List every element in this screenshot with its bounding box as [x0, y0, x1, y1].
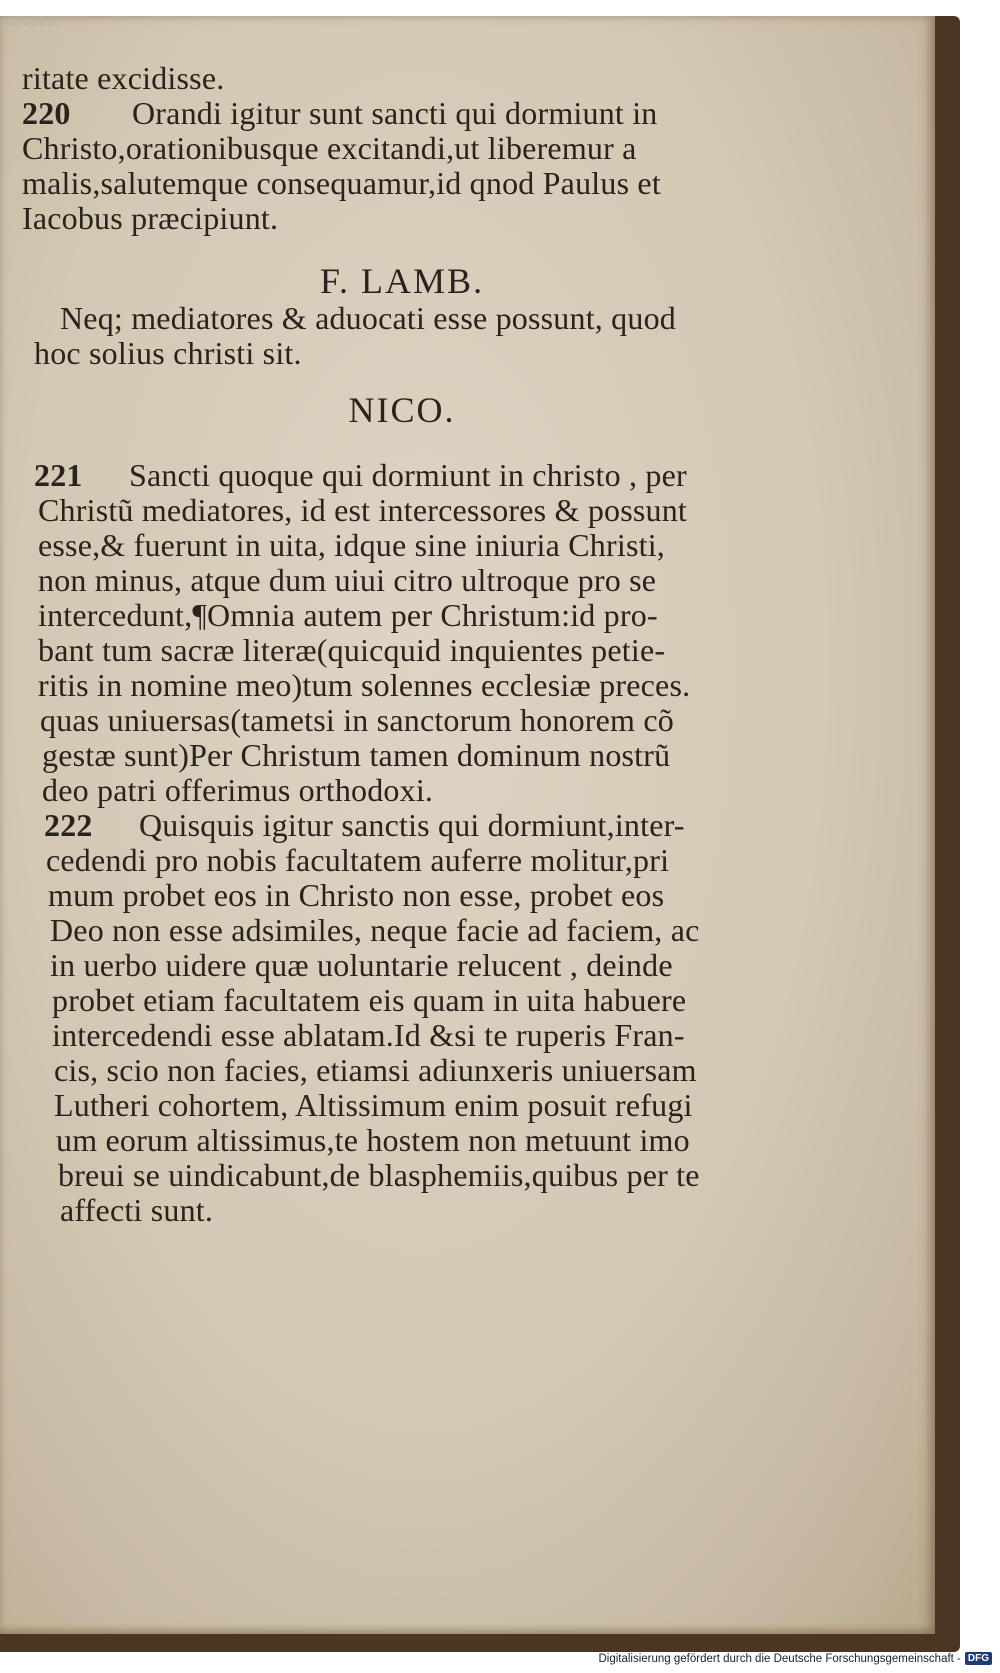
text-line: esse,& fuerunt in uita, idque sine iniuria Christi,: [38, 527, 665, 563]
text-line: malis,salutemque consequamur,id qnod Paulus et: [22, 165, 661, 201]
text-line: Christo,orationibusque excitandi,ut liberemur a: [22, 130, 637, 166]
text-line: ritis in nomine meo)tum solennes ecclesiæ preces.: [38, 667, 691, 703]
text-line: Neq; mediatores & aduocati esse possunt, quod: [60, 300, 676, 336]
text-line: non minus, atque dum uiui citro ultroque pro se: [38, 562, 657, 598]
text-line: Lutheri cohortem, Altissimum enim posuit refugi: [54, 1087, 693, 1123]
text-line: cedendi pro nobis facultatem auferre molitur,pri: [46, 842, 670, 878]
text-line: bant tum sacræ literæ(quicquid inquientes petie-: [38, 632, 666, 668]
speaker-heading-nico: NICO.: [348, 390, 456, 430]
scan-page-id: 00028635: [0, 14, 62, 29]
paragraph-220-first-line: 220 Orandi igitur sunt sancti qui dormiunt in: [22, 95, 658, 131]
text-line: um eorum altissimus,te hostem non metuunt imo: [56, 1122, 690, 1158]
text-line: Iacobus præcipiunt.: [22, 200, 279, 236]
funding-text: Digitalisierung gefördert durch die Deutsche Forschungsgemeinschaft -: [598, 1652, 961, 1665]
speaker-heading-flamb: F. LAMB.: [319, 261, 485, 301]
paragraph-number: 221: [34, 457, 83, 493]
text-line: mum probet eos in Christo non esse, probet eos: [48, 877, 665, 913]
book-page: [0, 16, 935, 1634]
dfg-logo: DFG: [965, 1652, 992, 1665]
text-line: Christũ mediatores, id est intercessores & possunt: [38, 492, 688, 528]
paragraph-221-first-line: 221 Sancti quoque qui dormiunt in christo , per: [34, 457, 687, 493]
paragraph-number: 222: [44, 807, 93, 843]
text-line: Deo non esse adsimiles, neque facie ad faciem, ac: [50, 912, 700, 948]
text-line: deo patri offerimus orthodoxi.: [42, 772, 434, 808]
text-line: gestæ sunt)Per Christum tamen dominum nostrũ: [42, 737, 671, 773]
text-line: breui se uindicabunt,de blasphemiis,quibus per te: [58, 1157, 700, 1193]
text-line: in uerbo uidere quæ uoluntarie relucent , deinde: [50, 947, 673, 983]
text-line: intercedendi esse ablatam.Id &si te ruperis Fran-: [52, 1017, 685, 1053]
text-line: quas uniuersas(tametsi in sanctorum honorem cõ: [40, 702, 674, 738]
page-text: [22, 61, 782, 1228]
paragraph-number: 220: [22, 95, 71, 131]
intro-line: ritate excidisse.: [22, 60, 225, 96]
text-line: affecti sunt.: [60, 1192, 214, 1228]
funding-footer: [598, 1652, 992, 1665]
text-line: probet etiam facultatem eis quam in uita habuere: [52, 982, 687, 1018]
text-line: cis, scio non facies, etiamsi adiunxeris uniuersam: [54, 1052, 697, 1088]
text-line: intercedunt,¶Omnia autem per Christum:id pro-: [38, 597, 658, 633]
text-line: hoc solius christi sit.: [34, 335, 302, 371]
paragraph-222-first-line: 222 Quisquis igitur sanctis qui dormiunt,inter-: [44, 807, 685, 843]
